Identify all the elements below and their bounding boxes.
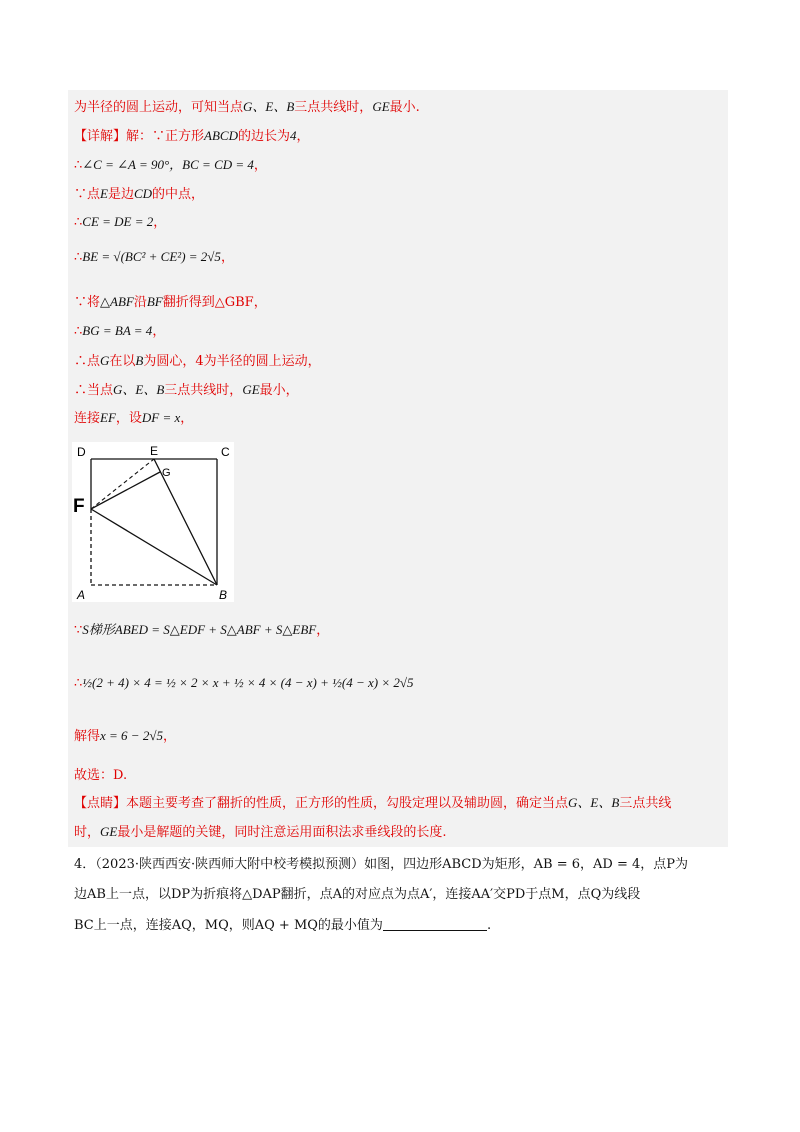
solution-line-6: ∴BE = √(BC² + CE²) = 2√5， (74, 249, 234, 265)
label-e: E (150, 444, 159, 458)
label-a: A (77, 588, 86, 602)
solution-line-11: 连接EF，设DF = x， (74, 410, 194, 426)
solution-line-16: 【点睛】本题主要考查了翻折的性质，正方形的性质，勾股定理以及辅助圆，确定当点G、E、B三点共线 (74, 795, 672, 811)
label-c: C (221, 445, 230, 459)
label-g: G (162, 467, 171, 479)
label-d: D (77, 445, 86, 459)
answer-blank[interactable] (383, 916, 487, 931)
solution-line-4: ∵点E是边CD的中点， (74, 186, 205, 202)
solution-line-2: 【详解】解：∵正方形ABCD的边长为4， (74, 128, 310, 144)
solution-line-12: ∵S梯形ABED = S△EDF + S△ABF + S△EBF， (74, 622, 330, 638)
label-b: B (219, 588, 228, 602)
solution-line-9: ∴点G在以B为圆心，4为半径的圆上运动， (74, 353, 321, 369)
question-4-line-3: BC上一点，连接AQ，MQ，则AQ + MQ的最小值为 . (74, 918, 492, 933)
solution-line-13: ∴½(2 + 4) × 4 = ½ × 2 × x + ½ × 4 × (4 − x) + ½(4 − x) × 2√5 (74, 675, 414, 691)
geometry-figure (72, 442, 234, 602)
solution-line-8: ∴BG = BA = 4， (74, 323, 166, 339)
question-4-line-1: 4．（2023·陕西西安·陕西师大附中校考模拟预测）如图，四边形ABCD为矩形，AB = 6，AD = 4，点P为 (74, 857, 689, 872)
solution-line-14: 解得x = 6 − 2√5， (74, 728, 176, 744)
question-4-line-2: 边AB上一点，以DP为折痕将△DAP翻折，点A的对应点为点A′，连接AA′交PD于点M，点Q为线段 (74, 887, 641, 902)
solution-line-17: 时，GE最小是解题的关键，同时注意运用面积法求垂线段的长度. (74, 824, 447, 840)
label-f: F (73, 496, 85, 517)
solution-line-15: 故选：D. (74, 768, 128, 783)
solution-line-10: ∴当点G、E、B三点共线时，GE最小， (74, 382, 299, 398)
solution-line-5: ∴CE = DE = 2， (74, 214, 167, 230)
solution-line-1: 为半径的圆上运动，可知当点G、E、B三点共线时，GE最小. (74, 99, 420, 115)
solution-line-3: ∴∠C = ∠A = 90°，BC = CD = 4， (74, 157, 267, 173)
solution-line-7: ∵将△ABF沿BF翻折得到△GBF， (74, 294, 267, 310)
